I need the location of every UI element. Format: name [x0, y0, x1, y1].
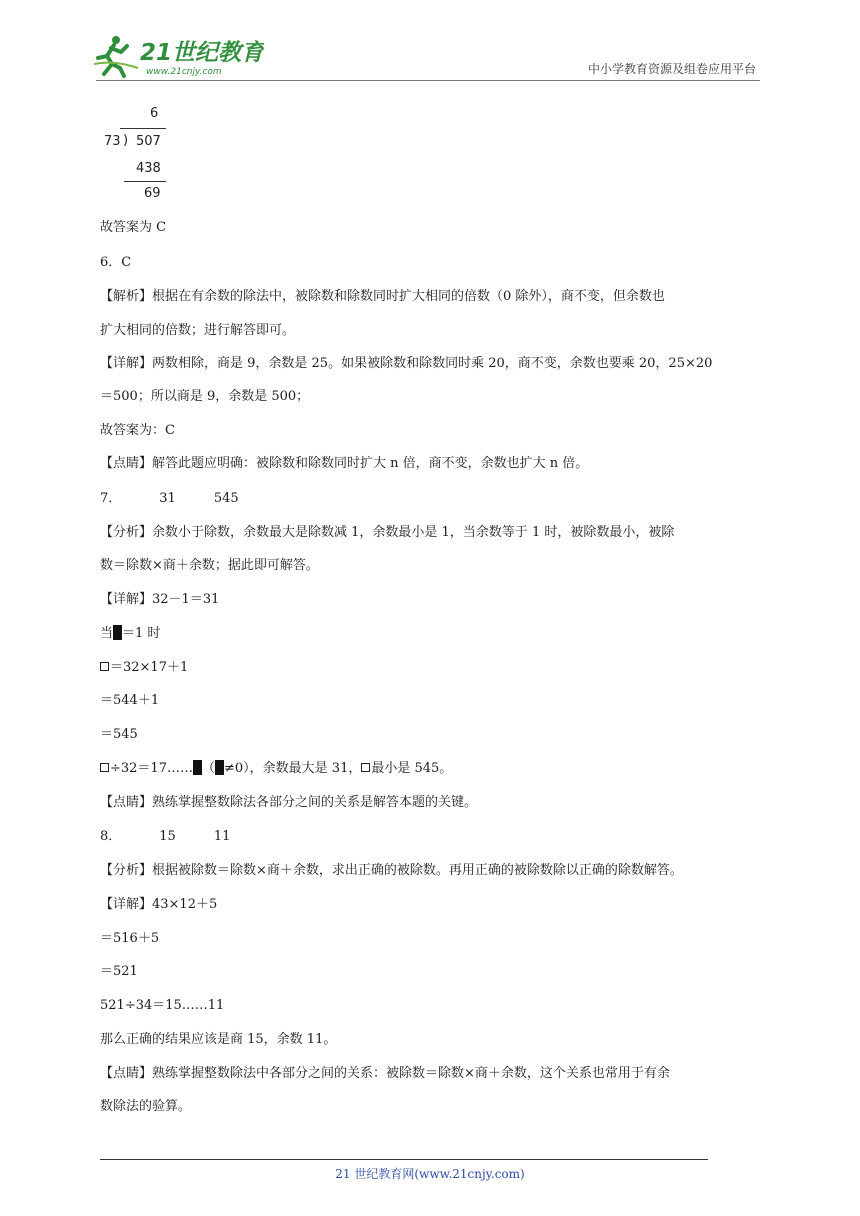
q6-detail-line-2: ＝500；所以商是 9，余数是 500； [100, 389, 310, 404]
long-division-figure [100, 100, 180, 200]
q8-blank-2: 11 [213, 829, 231, 844]
q7-detail-line-6 [100, 760, 452, 778]
division-bar [120, 128, 166, 129]
remainder: 69 [144, 186, 161, 201]
hollow-square-symbol [361, 763, 370, 772]
filled-square-symbol [193, 760, 202, 775]
q8-detail-line-2: ＝516＋5 [100, 931, 160, 946]
answer-line: 故答案为 C [100, 220, 167, 235]
q7-detail-line-2 [100, 625, 160, 643]
q7-detail-line-5: ＝545 [100, 727, 138, 742]
q6-analysis-line-2: 扩大相同的倍数；进行解答即可。 [100, 323, 296, 338]
dividend: 507 [136, 134, 161, 149]
q8-conclusion: 那么正确的结果应该是商 15，余数 11。 [100, 1032, 337, 1047]
q8-analysis: 【分析】根据被除数＝除数×商＋余数，求出正确的被除数。再用正确的被除数除以正确的除数解答。 [100, 863, 683, 878]
question-7-answer [100, 490, 239, 508]
q6-answer-line: 故答案为：C [100, 423, 175, 438]
q7-detail-line-1: 【详解】32－1＝31 [100, 592, 220, 607]
text-fragment: ≠0），余数最大是 31， [224, 761, 362, 776]
q8-blank-1: 15 [159, 829, 176, 844]
q6-comment: 【点睛】解答此题应明确：被除数和除数同时扩大 n 倍，商不变，余数也扩大 n 倍。 [100, 456, 589, 471]
text-fragment: 最小是 545。 [371, 761, 453, 776]
footer-divider [100, 1159, 708, 1160]
page-header [0, 0, 860, 90]
text-fragment: （ [201, 761, 215, 776]
q7-blank-2: 545 [213, 491, 239, 506]
filled-square-symbol [215, 760, 224, 775]
platform-name: 中小学教育资源及组卷应用平台 [587, 62, 756, 76]
q7-blank-1: 31 [159, 491, 176, 506]
q6-analysis-line-1: 【解析】根据在有余数的除法中，被除数和除数同时扩大相同的倍数（0 除外），商不变，但余数也 [100, 289, 665, 304]
q8-comment-line-1: 【点睛】熟练掌握整数除法中各部分之间的关系：被除数＝除数×商＋余数，这个关系也常用于有余 [100, 1066, 670, 1081]
filled-square-symbol [113, 625, 122, 640]
logo-main-text: 21世纪教育 [140, 40, 264, 66]
hollow-square-symbol [100, 662, 109, 671]
q7-detail-line-4: ＝544＋1 [100, 693, 160, 708]
q7-analysis-line-2: 数＝除数×商＋余数；据此即可解答。 [100, 558, 319, 573]
q8-comment-line-2: 数除法的验算。 [100, 1099, 192, 1114]
q8-number: 8． [100, 829, 122, 844]
hollow-square-symbol [100, 763, 109, 772]
site-logo [94, 34, 264, 78]
text-fragment: ÷32＝17…… [110, 761, 193, 776]
quotient: 6 [150, 106, 159, 121]
text-fragment: ＝1 时 [122, 626, 161, 641]
q7-number: 7． [100, 491, 122, 506]
text-fragment: 当 [100, 626, 114, 641]
runner-icon [94, 36, 138, 76]
divisor: 73 [104, 134, 121, 149]
subtraction-line [124, 181, 166, 182]
question-8-answer [100, 828, 230, 846]
question-6-answer: 6．C [100, 255, 132, 270]
q7-detail-line-3 [100, 659, 188, 677]
text-fragment: ＝32×17＋1 [110, 660, 189, 675]
partial-product: 438 [136, 161, 161, 176]
q6-detail-line-1: 【详解】两数相除，商是 9，余数是 25。如果被除数和除数同时乘 20，商不变，余数也要乘 20，25×20 [100, 356, 713, 371]
q7-analysis-line-1: 【分析】余数小于除数，余数最大是除数减 1，余数最小是 1，当余数等于 1 时，被除数最小，被除 [100, 525, 675, 540]
q7-comment: 【点睛】熟练掌握整数除法各部分之间的关系是解答本题的关键。 [100, 795, 478, 810]
q8-detail-line-1: 【详解】43×12＋5 [100, 897, 218, 912]
division-bracket: ) [123, 133, 129, 148]
q8-detail-line-3: ＝521 [100, 964, 138, 979]
q8-detail-line-4: 521÷34＝15……11 [100, 998, 225, 1013]
footer-link[interactable]: 21 世纪教育网(www.21cnjy.com) [335, 1167, 525, 1181]
header-divider [96, 80, 760, 81]
logo-url-text: www.21cnjy.com [146, 67, 222, 77]
